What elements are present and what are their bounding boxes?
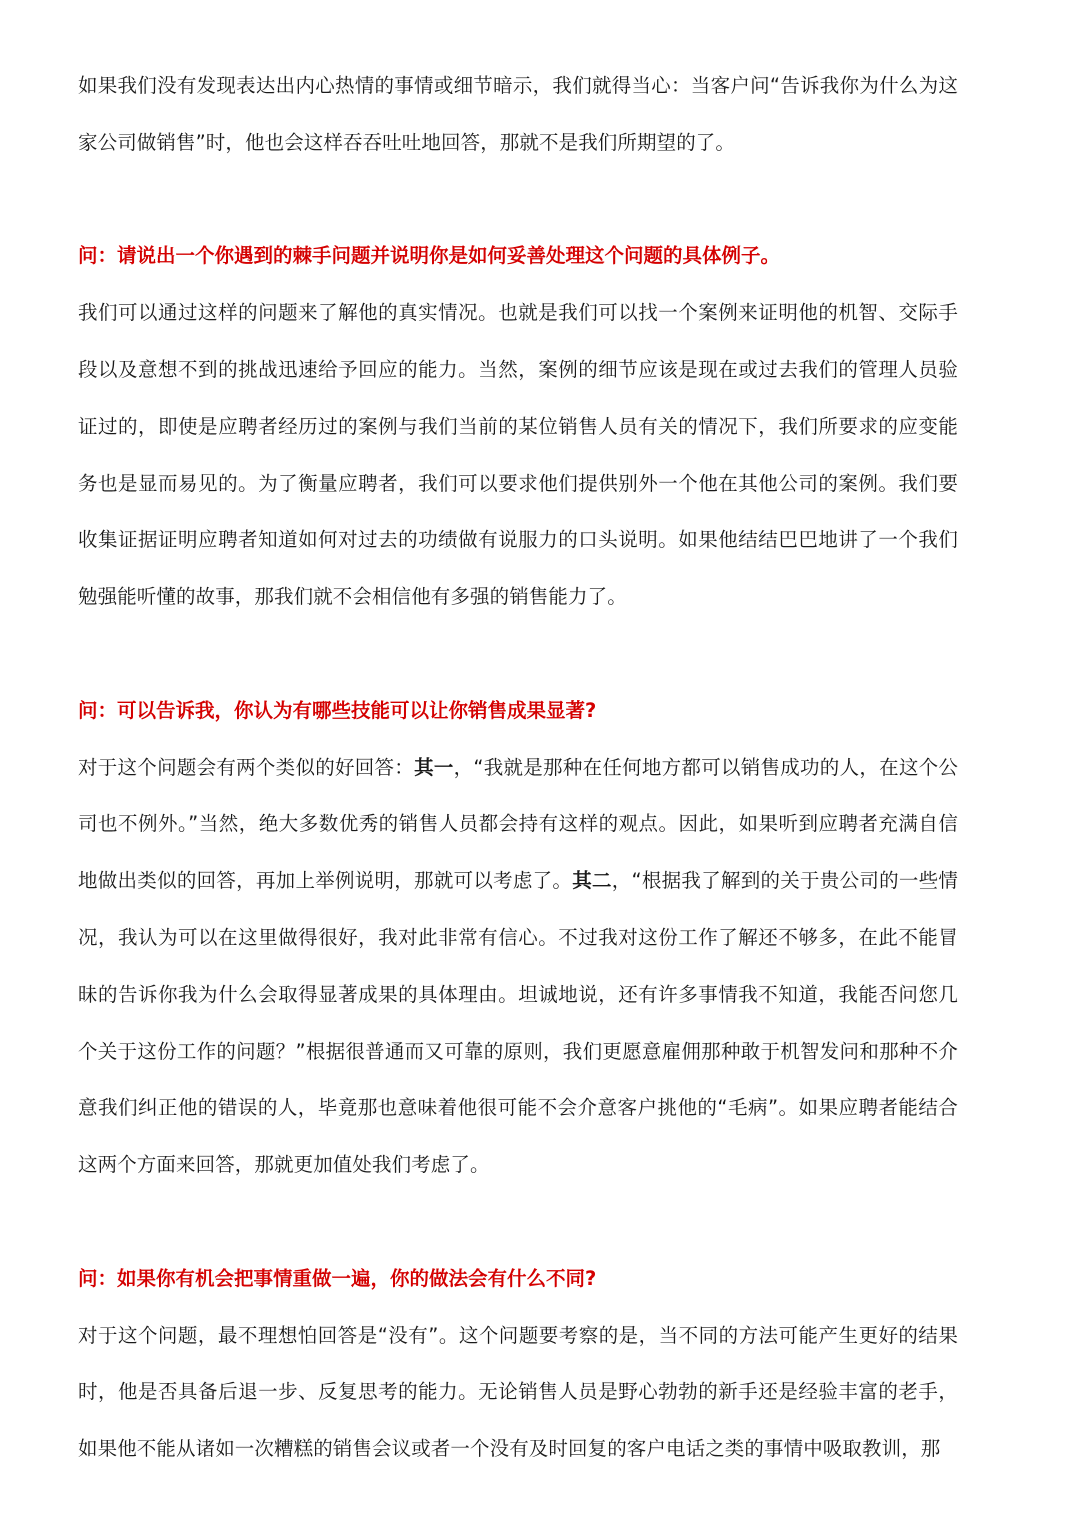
- document-page: [78, 58, 958, 1478]
- answer-2-text-b: ，“我就是那种在任何地方都可以销售成功的人，在这个公司也不例外。”当然，绝大多数优秀的销售人员都会持有这样的观点。因此，如果听到应聘者充满自信地做出类似的回答，再加上举例说明，那就可以考虑了。: [78, 755, 959, 893]
- question-heading-2: 问：可以告诉我，你认为有哪些技能可以让你销售成果显著?: [78, 698, 597, 722]
- question-heading-1: 问：请说出一个你遇到的棘手问题并说明你是如何妥善处理这个问题的具体例子。: [78, 244, 781, 268]
- paragraph-gap: [78, 172, 958, 229]
- answer-2-text-c: ，“根据我了解到的关于贵公司的一些情况，我认为可以在这里做得很好，我对此非常有信心。不过我对这份工作了解还不够多，在此不能冒昧的告诉你我为什么会取得显著成果的具体理由。坦诚地说，还有许多事情我不知道，我能否问您几个关于这份工作的问题？”根据很普通而又可靠的原则，我们更愿意雇佣那种敢于机智发问和那种不介意我们纠正他的错误的人，毕竟那也意味着他很可能不会介意客户挑他的“毛病”。如果应聘者能结合这两个方面来回答，那就更加值处我们考虑了。: [78, 869, 959, 1177]
- answer-2-bold-first: 其一: [414, 755, 454, 779]
- answer-2-text-a: 对于这个问题会有两个类似的好回答：: [78, 755, 415, 779]
- intro-paragraph: 如果我们没有发现表达出内心热情的事情或细节暗示，我们就得当心：当客户问“告诉我你为什么为这家公司做销售”时，他也会这样吞吞吐吐地回答，那就不是我们所期望的了。: [78, 74, 958, 154]
- answer-2-bold-second: 其二: [572, 869, 612, 893]
- paragraph-gap: [78, 626, 958, 683]
- answer-paragraph-2: [78, 740, 958, 1194]
- question-heading-3: 问：如果你有机会把事情重做一遍，你的做法会有什么不同?: [78, 1266, 597, 1290]
- answer-paragraph-3: 对于这个问题，最不理想怕回答是“没有”。这个问题要考察的是，当不同的方法可能产生更好的结果时，他是否具备后退一步、反复思考的能力。无论销售人员是野心勃勃的新手还是经验丰富的老手，如果他不能从诸如一次糟糕的销售会议或者一个没有及时回复的客户电话之类的事情中吸取教训，那: [78, 1323, 958, 1461]
- answer-paragraph-1: 我们可以通过这样的问题来了解他的真实情况。也就是我们可以找一个案例来证明他的机智、交际手段以及意想不到的挑战迅速给予回应的能力。当然，案例的细节应该是现在或过去我们的管理人员验证过的，即使是应聘者经历过的案例与我们当前的某位销售人员有关的情况下，我们所要求的应变能务也是显而易见的。为了衡量应聘者，我们可以要求他们提供别外一个他在其他公司的案例。我们要收集证据证明应聘者知道如何对过去的功绩做有说服力的口头说明。如果他结结巴巴地讲了一个我们勉强能听懂的故事，那我们就不会相信他有多强的销售能力了。: [78, 301, 958, 609]
- paragraph-gap: [78, 1194, 958, 1251]
